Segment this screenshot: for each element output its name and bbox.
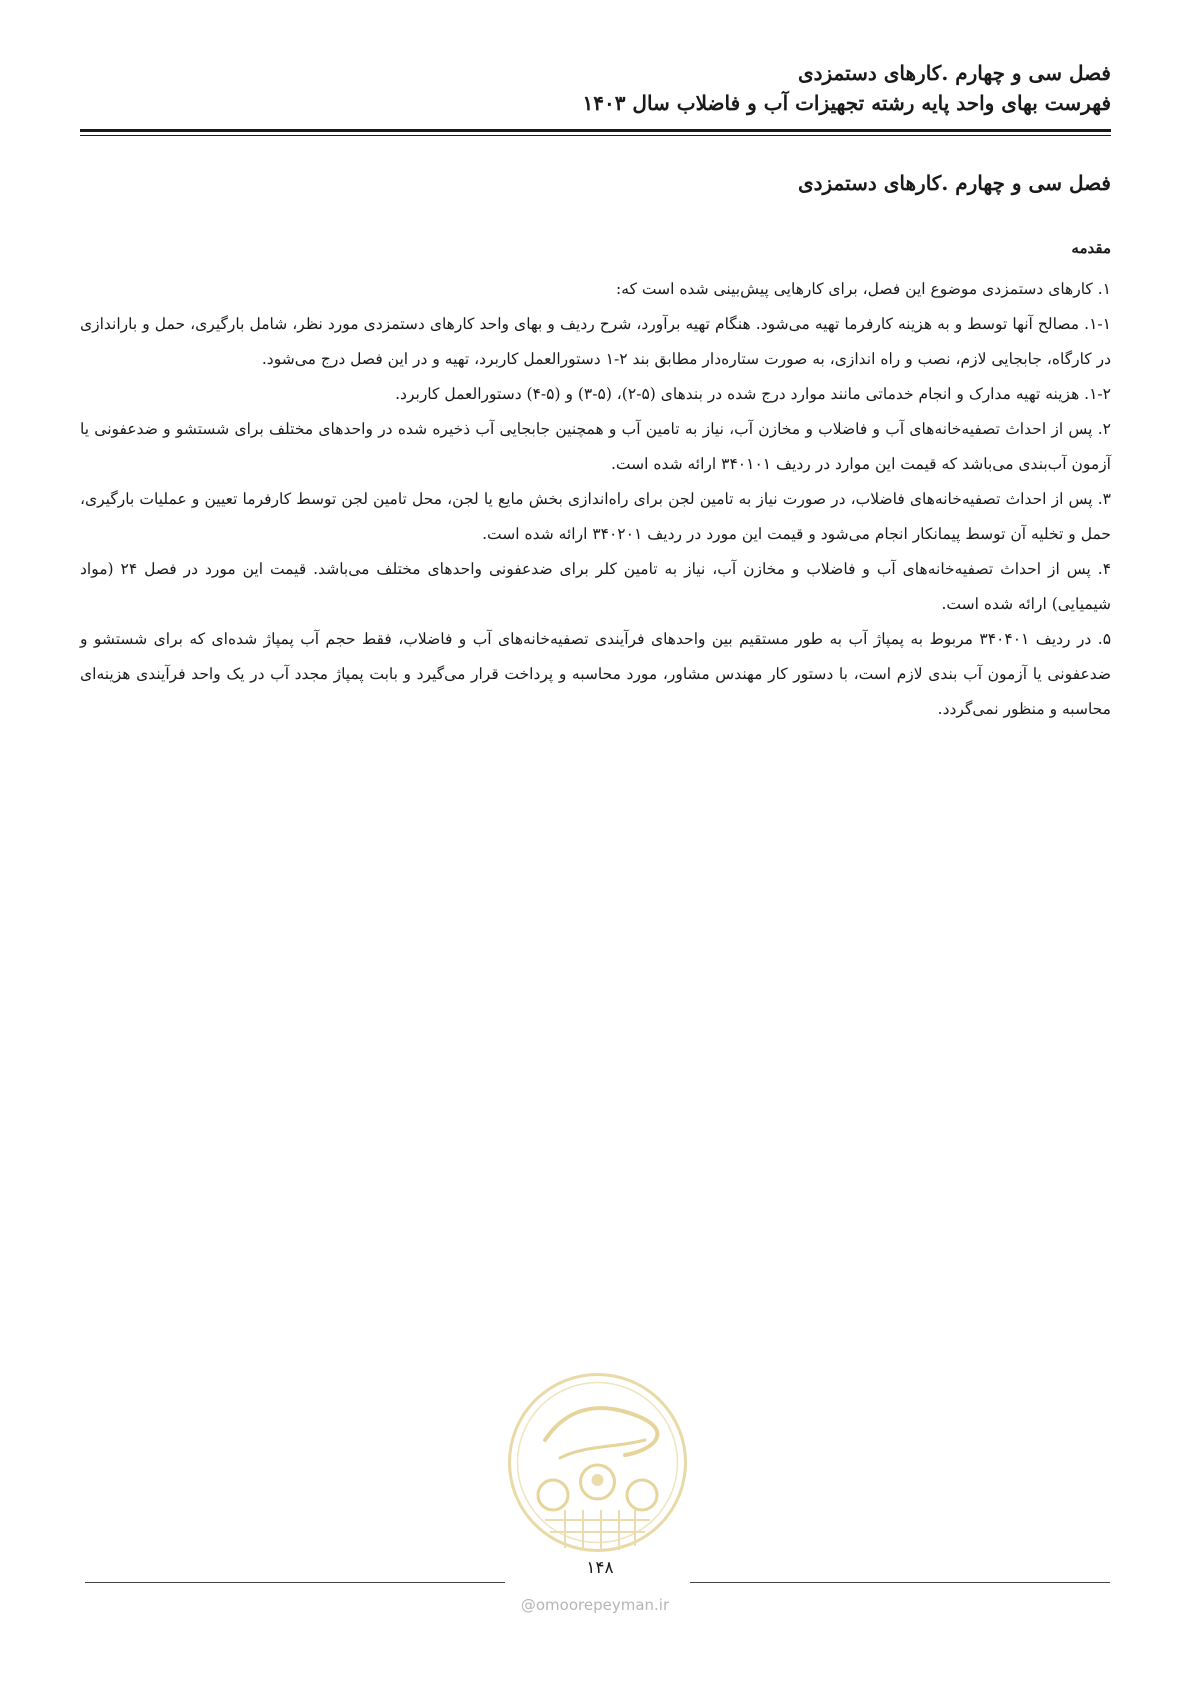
running-header (80, 58, 1111, 118)
paragraph-4: ۴. پس از احداث تصفیه‌خانه‌های آب و فاضلاب و مخازن آب، نیاز به تامین کلر برای ضدعفونی واحدهای مختلف می‌باشد. قیمت این مورد در فصل ۲۴ (مواد شیمیایی) ارائه شده است. (80, 560, 1112, 613)
header-rule-thin (80, 135, 1111, 136)
footer-rule-right (690, 1582, 1110, 1583)
paragraph-5: ۵. در ردیف ۳۴۰۴۰۱ مربوط به پمپاژ آب به طور مستقیم بین واحدهای فرآیندی تصفیه‌خانه‌های آب و فاضلاب، فقط حجم آب پمپاژ شده‌ای که برای شستشو و ضدعفونی یا آزمون آب بندی لازم است، با دستور کار مهندس مشاور، مورد محاسبه و پرداخت قرار می‌گیرد و بابت پمپاژ مجدد آب در یک واحد فرآیندی هزینه‌ای محاسبه و منظور نمی‌گردد. (80, 630, 1112, 718)
watermark-seal-icon (505, 1370, 690, 1555)
header-rule-thick (80, 129, 1111, 132)
header-document-title: فهرست بهای واحد پایه رشته تجهیزات آب و فاضلاب سال ۱۴۰۳ (582, 91, 1111, 115)
paragraph-1-2: ۱-۲. هزینه تهیه مدارک و انجام خدماتی مانند موارد درج شده در بندهای (۵-۲)، (۵-۳) و (۵-۴) دستورالعمل کاربرد. (395, 385, 1111, 403)
section-heading: مقدمه (1071, 239, 1111, 257)
body-text (80, 272, 1111, 727)
paragraph-2: ۲. پس از احداث تصفیه‌خانه‌های آب و فاضلاب و مخازن آب، نیاز به تامین آب و همچنین جابجایی آب ذخیره شده در واحدهای مختلف برای شستشو و ضدعفونی یا آزمون آب‌بندی می‌باشد که قیمت این موارد در ردیف ۳۴۰۱۰۱ ارائه شده است. (80, 420, 1111, 473)
page-number: ۱۴۸ (586, 1558, 614, 1578)
paragraph-1: ۱. کارهای دستمزدی موضوع این فصل، برای کارهایی پیش‌بینی شده است که: (616, 280, 1111, 298)
chapter-title: فصل سی و چهارم .کارهای دستمزدی (797, 171, 1111, 195)
header-chapter-line: فصل سی و چهارم .کارهای دستمزدی (797, 61, 1111, 85)
site-url-watermark: @omoorepeyman.ir (520, 1596, 670, 1614)
footer-rule-left (85, 1582, 505, 1583)
paragraph-3: ۳. پس از احداث تصفیه‌خانه‌های فاضلاب، در صورت نیاز به تامین لجن برای راه‌اندازی بخش مایع یا لجن، محل تامین لجن توسط کارفرما تعیین و عملیات بارگیری، حمل و تخلیه آن توسط پیمانکار انجام می‌شود و قیمت این مورد در ردیف ۳۴۰۲۰۱ ارائه شده است. (80, 490, 1111, 543)
paragraph-1-1: ۱-۱. مصالح آنها توسط و به هزینه کارفرما تهیه می‌شود. هنگام تهیه برآورد، شرح ردیف و بهای واحد کارهای دستمزدی مورد نظر، شامل بارگیری، حمل و باراندازی در کارگاه، جابجایی لازم، نصب و راه اندازی، به صورت ستاره‌دار مطابق بند ۲-۱ دستورالعمل کاربرد، تهیه و در این فصل درج می‌شود. (80, 315, 1111, 368)
